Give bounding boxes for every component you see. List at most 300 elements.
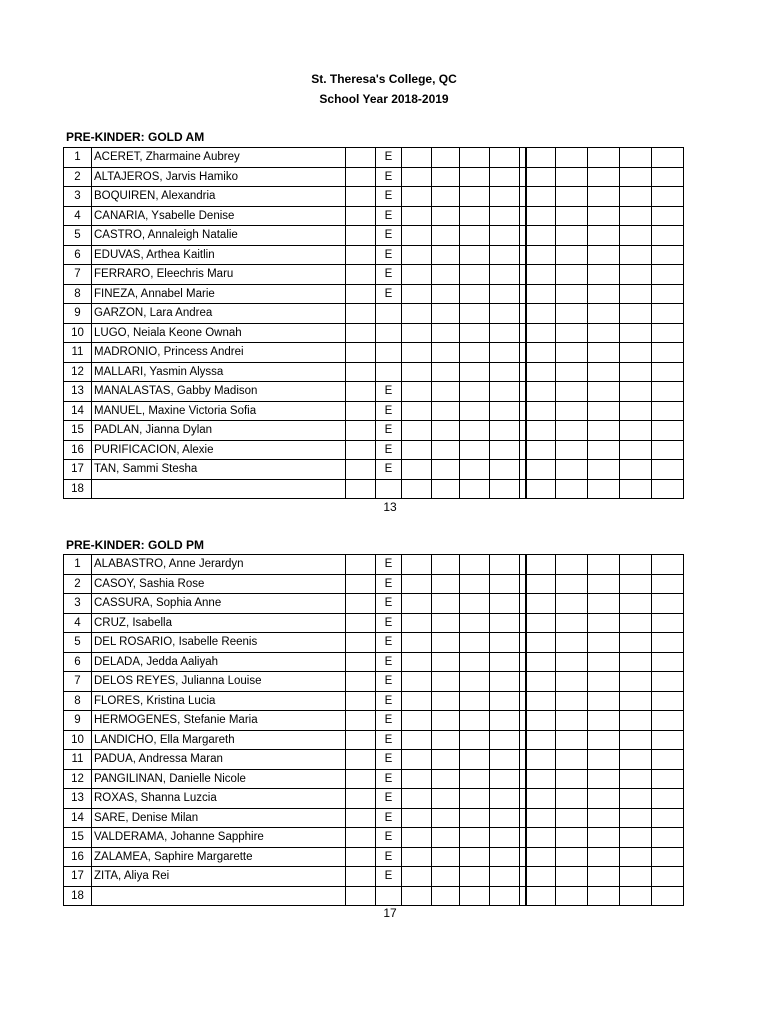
blank-cell (620, 460, 652, 480)
enrollment-mark: E (376, 440, 402, 460)
blank-cell (490, 421, 520, 441)
blank-cell (346, 401, 376, 421)
blank-cell (460, 711, 490, 731)
blank-cell (620, 382, 652, 402)
enrollment-mark: E (376, 808, 402, 828)
blank-cell (346, 323, 376, 343)
blank-cell (432, 808, 460, 828)
blank-cell (620, 594, 652, 614)
table-row (64, 440, 684, 460)
row-number: 5 (64, 633, 92, 653)
blank-cell (526, 421, 556, 441)
blank-cell (620, 789, 652, 809)
blank-cell (432, 284, 460, 304)
blank-cell (402, 769, 432, 789)
row-number: 8 (64, 284, 92, 304)
blank-cell (460, 323, 490, 343)
row-number: 16 (64, 440, 92, 460)
blank-cell (526, 284, 556, 304)
student-name (92, 886, 346, 906)
row-number: 14 (64, 808, 92, 828)
blank-cell (432, 711, 460, 731)
blank-cell (432, 594, 460, 614)
blank-cell (620, 730, 652, 750)
blank-cell (346, 167, 376, 187)
row-number: 16 (64, 847, 92, 867)
blank-cell (402, 886, 432, 906)
enrollment-mark (376, 886, 402, 906)
enrollment-mark: E (376, 421, 402, 441)
blank-cell (432, 652, 460, 672)
blank-cell (526, 265, 556, 285)
student-name: FERRARO, Eleechris Maru (92, 265, 346, 285)
blank-cell (490, 672, 520, 692)
table-row (64, 460, 684, 480)
student-name: PADUA, Andressa Maran (92, 750, 346, 770)
blank-cell (652, 382, 684, 402)
blank-cell (432, 362, 460, 382)
blank-cell (652, 206, 684, 226)
blank-cell (556, 323, 588, 343)
blank-cell (346, 440, 376, 460)
blank-cell (620, 401, 652, 421)
blank-cell (402, 672, 432, 692)
blank-cell (460, 362, 490, 382)
blank-cell (652, 265, 684, 285)
row-number: 3 (64, 594, 92, 614)
enrollment-mark: E (376, 148, 402, 168)
blank-cell (460, 574, 490, 594)
section-label-gold-pm: PRE-KINDER: GOLD PM (66, 538, 204, 552)
blank-cell (402, 421, 432, 441)
row-number: 4 (64, 206, 92, 226)
table-row (64, 750, 684, 770)
student-name: TAN, Sammi Stesha (92, 460, 346, 480)
section-count-gold-pm: 17 (383, 906, 397, 920)
blank-cell (652, 245, 684, 265)
blank-cell (620, 187, 652, 207)
student-name: ROXAS, Shanna Luzcia (92, 789, 346, 809)
student-name: PADLAN, Jianna Dylan (92, 421, 346, 441)
blank-cell (526, 594, 556, 614)
student-name: ACERET, Zharmaine Aubrey (92, 148, 346, 168)
blank-cell (588, 886, 620, 906)
table-row (64, 828, 684, 848)
blank-cell (432, 167, 460, 187)
blank-cell (432, 847, 460, 867)
blank-cell (346, 421, 376, 441)
table-row (64, 323, 684, 343)
blank-cell (652, 769, 684, 789)
blank-cell (402, 847, 432, 867)
row-number: 2 (64, 574, 92, 594)
blank-cell (620, 633, 652, 653)
blank-cell (652, 323, 684, 343)
table-row (64, 265, 684, 285)
blank-cell (556, 769, 588, 789)
blank-cell (652, 362, 684, 382)
school-year-title: School Year 2018-2019 (319, 92, 449, 106)
row-number: 13 (64, 382, 92, 402)
enrollment-mark (376, 479, 402, 499)
blank-cell (620, 886, 652, 906)
row-number: 1 (64, 148, 92, 168)
blank-cell (460, 265, 490, 285)
row-number: 12 (64, 362, 92, 382)
blank-cell (526, 769, 556, 789)
blank-cell (346, 245, 376, 265)
blank-cell (588, 633, 620, 653)
table-row (64, 711, 684, 731)
blank-cell (652, 421, 684, 441)
blank-cell (588, 672, 620, 692)
blank-cell (402, 867, 432, 887)
row-number: 17 (64, 460, 92, 480)
blank-cell (526, 691, 556, 711)
blank-cell (652, 555, 684, 575)
blank-cell (620, 711, 652, 731)
blank-cell (432, 304, 460, 324)
table-row (64, 808, 684, 828)
blank-cell (460, 769, 490, 789)
enrollment-mark (376, 304, 402, 324)
blank-cell (556, 789, 588, 809)
blank-cell (460, 613, 490, 633)
table-row (64, 167, 684, 187)
blank-cell (526, 711, 556, 731)
student-name: ALTAJEROS, Jarvis Hamiko (92, 167, 346, 187)
row-number: 10 (64, 730, 92, 750)
blank-cell (346, 886, 376, 906)
blank-cell (346, 691, 376, 711)
blank-cell (556, 613, 588, 633)
blank-cell (346, 574, 376, 594)
table-row (64, 187, 684, 207)
blank-cell (346, 672, 376, 692)
blank-cell (588, 574, 620, 594)
table-row (64, 867, 684, 887)
blank-cell (588, 284, 620, 304)
student-name: VALDERAMA, Johanne Sapphire (92, 828, 346, 848)
table-row (64, 479, 684, 499)
blank-cell (556, 847, 588, 867)
blank-cell (432, 633, 460, 653)
blank-cell (556, 421, 588, 441)
blank-cell (460, 555, 490, 575)
blank-cell (432, 867, 460, 887)
blank-cell (620, 284, 652, 304)
blank-cell (402, 323, 432, 343)
blank-cell (346, 594, 376, 614)
student-name: ZITA, Aliya Rei (92, 867, 346, 887)
blank-cell (556, 633, 588, 653)
blank-cell (346, 460, 376, 480)
blank-cell (346, 304, 376, 324)
enrollment-mark: E (376, 265, 402, 285)
blank-cell (588, 167, 620, 187)
enrollment-mark: E (376, 382, 402, 402)
blank-cell (490, 789, 520, 809)
blank-cell (588, 555, 620, 575)
blank-cell (556, 479, 588, 499)
blank-cell (490, 847, 520, 867)
blank-cell (402, 555, 432, 575)
blank-cell (652, 594, 684, 614)
table-row (64, 652, 684, 672)
blank-cell (556, 362, 588, 382)
blank-cell (652, 613, 684, 633)
row-number: 7 (64, 265, 92, 285)
blank-cell (588, 789, 620, 809)
blank-cell (460, 633, 490, 653)
row-number: 1 (64, 555, 92, 575)
table-row (64, 633, 684, 653)
student-name: CASSURA, Sophia Anne (92, 594, 346, 614)
blank-cell (588, 730, 620, 750)
blank-cell (652, 167, 684, 187)
table-row (64, 362, 684, 382)
blank-cell (460, 206, 490, 226)
blank-cell (588, 148, 620, 168)
blank-cell (620, 672, 652, 692)
blank-cell (432, 789, 460, 809)
section-label-gold-am: PRE-KINDER: GOLD AM (66, 130, 205, 144)
enrollment-mark: E (376, 460, 402, 480)
blank-cell (556, 574, 588, 594)
table-row (64, 613, 684, 633)
blank-cell (588, 304, 620, 324)
enrollment-mark: E (376, 555, 402, 575)
blank-cell (652, 867, 684, 887)
blank-cell (346, 284, 376, 304)
blank-cell (556, 284, 588, 304)
row-number: 3 (64, 187, 92, 207)
enrollment-mark: E (376, 769, 402, 789)
blank-cell (588, 594, 620, 614)
section-count-gold-am: 13 (383, 500, 397, 514)
blank-cell (556, 440, 588, 460)
blank-cell (588, 769, 620, 789)
blank-cell (526, 574, 556, 594)
row-number: 6 (64, 245, 92, 265)
table-row (64, 574, 684, 594)
blank-cell (556, 867, 588, 887)
row-number: 17 (64, 867, 92, 887)
blank-cell (526, 789, 556, 809)
blank-cell (460, 343, 490, 363)
blank-cell (620, 440, 652, 460)
blank-cell (460, 789, 490, 809)
enrollment-mark: E (376, 187, 402, 207)
blank-cell (346, 711, 376, 731)
blank-cell (490, 613, 520, 633)
enrollment-mark: E (376, 691, 402, 711)
blank-cell (620, 828, 652, 848)
table-row (64, 206, 684, 226)
blank-cell (556, 401, 588, 421)
blank-cell (402, 711, 432, 731)
blank-cell (460, 808, 490, 828)
blank-cell (652, 652, 684, 672)
row-number: 15 (64, 421, 92, 441)
blank-cell (432, 245, 460, 265)
blank-cell (588, 343, 620, 363)
blank-cell (346, 633, 376, 653)
blank-cell (556, 343, 588, 363)
table-row (64, 691, 684, 711)
blank-cell (652, 574, 684, 594)
enrollment-mark: E (376, 672, 402, 692)
blank-cell (346, 362, 376, 382)
enrollment-mark: E (376, 401, 402, 421)
blank-cell (490, 401, 520, 421)
blank-cell (432, 730, 460, 750)
blank-cell (490, 574, 520, 594)
student-name: CASTRO, Annaleigh Natalie (92, 226, 346, 246)
blank-cell (432, 769, 460, 789)
student-name: CRUZ, Isabella (92, 613, 346, 633)
blank-cell (652, 808, 684, 828)
blank-cell (652, 284, 684, 304)
blank-cell (556, 730, 588, 750)
blank-cell (556, 750, 588, 770)
blank-cell (402, 440, 432, 460)
row-number: 9 (64, 304, 92, 324)
blank-cell (460, 652, 490, 672)
blank-cell (588, 808, 620, 828)
blank-cell (460, 867, 490, 887)
blank-cell (346, 187, 376, 207)
blank-cell (402, 633, 432, 653)
blank-cell (432, 555, 460, 575)
blank-cell (556, 460, 588, 480)
row-number: 4 (64, 613, 92, 633)
enrollment-mark: E (376, 867, 402, 887)
row-number: 5 (64, 226, 92, 246)
blank-cell (490, 167, 520, 187)
blank-cell (526, 245, 556, 265)
blank-cell (402, 594, 432, 614)
blank-cell (526, 362, 556, 382)
enrollment-mark: E (376, 574, 402, 594)
blank-cell (652, 672, 684, 692)
row-number: 2 (64, 167, 92, 187)
student-name: FLORES, Kristina Lucia (92, 691, 346, 711)
blank-cell (526, 555, 556, 575)
blank-cell (432, 672, 460, 692)
blank-cell (490, 867, 520, 887)
blank-cell (490, 245, 520, 265)
blank-cell (460, 594, 490, 614)
blank-cell (402, 148, 432, 168)
student-name: CANARIA, Ysabelle Denise (92, 206, 346, 226)
blank-cell (620, 304, 652, 324)
blank-cell (490, 265, 520, 285)
blank-cell (490, 323, 520, 343)
table-row (64, 284, 684, 304)
student-name: DELADA, Jedda Aaliyah (92, 652, 346, 672)
blank-cell (588, 245, 620, 265)
blank-cell (556, 711, 588, 731)
blank-cell (588, 362, 620, 382)
blank-cell (620, 769, 652, 789)
blank-cell (402, 479, 432, 499)
blank-cell (490, 730, 520, 750)
blank-cell (460, 691, 490, 711)
blank-cell (490, 187, 520, 207)
blank-cell (490, 226, 520, 246)
blank-cell (432, 343, 460, 363)
blank-cell (556, 304, 588, 324)
blank-cell (588, 479, 620, 499)
student-name (92, 479, 346, 499)
row-number: 7 (64, 672, 92, 692)
blank-cell (556, 206, 588, 226)
blank-cell (652, 187, 684, 207)
blank-cell (402, 226, 432, 246)
blank-cell (490, 828, 520, 848)
blank-cell (526, 401, 556, 421)
blank-cell (490, 148, 520, 168)
student-name: BOQUIREN, Alexandria (92, 187, 346, 207)
table-row (64, 148, 684, 168)
student-name: PANGILINAN, Danielle Nicole (92, 769, 346, 789)
blank-cell (526, 226, 556, 246)
blank-cell (526, 633, 556, 653)
blank-cell (652, 460, 684, 480)
blank-cell (402, 574, 432, 594)
blank-cell (526, 730, 556, 750)
blank-cell (588, 382, 620, 402)
blank-cell (556, 594, 588, 614)
enrollment-mark (376, 343, 402, 363)
blank-cell (432, 691, 460, 711)
blank-cell (588, 613, 620, 633)
blank-cell (490, 382, 520, 402)
blank-cell (432, 574, 460, 594)
blank-cell (490, 460, 520, 480)
blank-cell (402, 401, 432, 421)
blank-cell (588, 711, 620, 731)
blank-cell (620, 613, 652, 633)
blank-cell (460, 284, 490, 304)
blank-cell (346, 808, 376, 828)
table-row (64, 401, 684, 421)
student-name: GARZON, Lara Andrea (92, 304, 346, 324)
blank-cell (588, 460, 620, 480)
table-row (64, 226, 684, 246)
blank-cell (432, 382, 460, 402)
blank-cell (652, 343, 684, 363)
blank-cell (556, 555, 588, 575)
blank-cell (432, 187, 460, 207)
enrollment-mark: E (376, 828, 402, 848)
blank-cell (588, 206, 620, 226)
row-number: 14 (64, 401, 92, 421)
blank-cell (652, 847, 684, 867)
table-row (64, 847, 684, 867)
blank-cell (490, 362, 520, 382)
row-number: 9 (64, 711, 92, 731)
enrollment-mark: E (376, 245, 402, 265)
blank-cell (490, 304, 520, 324)
blank-cell (432, 886, 460, 906)
blank-cell (432, 460, 460, 480)
blank-cell (620, 421, 652, 441)
enrollment-mark: E (376, 789, 402, 809)
blank-cell (346, 226, 376, 246)
blank-cell (460, 886, 490, 906)
